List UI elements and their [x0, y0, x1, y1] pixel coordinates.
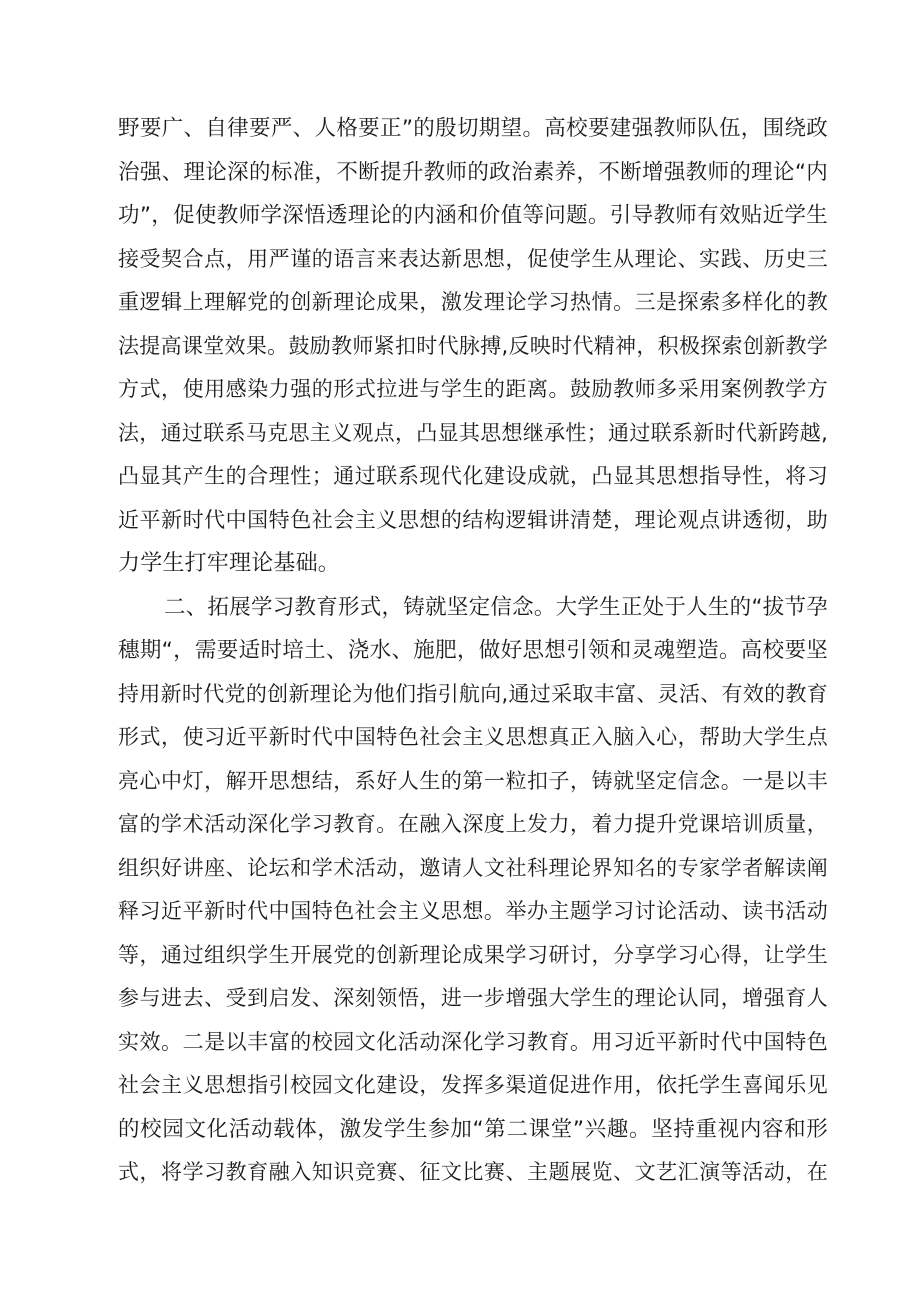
text-line: 形式，使习近平新时代中国特色社会主义思想真正入脑入心，帮助大学生点 — [118, 725, 828, 749]
body-text — [118, 107, 828, 1195]
text-line: 穗期“，需要适时培土、浇水、施肥，做好思想引领和灵魂塑造。高校要坚 — [118, 638, 828, 663]
text-line: 式，将学习教育融入知识竞赛、征文比赛、主题展览、文艺汇演等活动，在 — [118, 1160, 828, 1184]
text-line: 参与进去、受到启发、深刻领悟，进一步增强大学生的理论认同，增强育人 — [118, 986, 828, 1010]
text-line: 社会主义思想指引校园文化建设，发挥多渠道促进作用，依托学生喜闻乐见 — [118, 1073, 828, 1097]
text-line: 组织好讲座、论坛和学术活动，邀请人文社科理论界知名的专家学者解读阐 — [118, 855, 828, 880]
text-line: 重逻辑上理解党的创新理论成果，激发理论学习热情。三是探索多样化的教 — [118, 290, 828, 314]
text-line: 力学生打牢理论基础。 — [118, 551, 341, 576]
text-line: 野要广、自律要严、人格要正”的殷切期望。高校要建强教师队伍，围绕政 — [118, 116, 828, 141]
text-line: 持用新时代党的创新理论为他们指引航向,通过采取丰富、灵活、有效的教育 — [118, 681, 828, 706]
text-line: 亮心中灯，解开思想结，系好人生的第一粒扣子，铸就坚定信念。一是以丰 — [118, 768, 828, 793]
text-line: 二、拓展学习教育形式，铸就坚定信念。大学生正处于人生的“拔节孕 — [164, 594, 828, 620]
text-line: 法提高课堂效果。鼓励教师紧扣时代脉搏,反映时代精神，积极探索创新教学 — [118, 333, 828, 358]
text-line: 的校园文化活动载体，激发学生参加“第二课堂”兴趣。坚持重视内容和形 — [118, 1116, 828, 1142]
text-line: 等，通过组织学生开展党的创新理论成果学习研讨，分享学习心得，让学生 — [118, 942, 828, 967]
text-line: 近平新时代中国特色社会主义思想的结构逻辑讲清楚，理论观点讲透彻，助 — [118, 507, 828, 532]
text-line: 实效。二是以丰富的校园文化活动深化学习教育。用习近平新时代中国特色 — [118, 1029, 828, 1054]
text-line: 接受契合点，用严谨的语言来表达新思想，促使学生从理论、实践、历史三 — [118, 246, 828, 271]
text-line: 凸显其产生的合理性；通过联系现代化建设成就，凸显其思想指导性，将习 — [118, 464, 828, 488]
text-line: 方式，使用感染力强的形式拉进与学生的距离。鼓励教师多采用案例教学方 — [118, 377, 828, 401]
text-line: 治强、理论深的标准，不断提升教师的政治素养，不断增强教师的理论“内 — [118, 159, 828, 185]
text-line: 功”，促使教师学深悟透理论的内涵和价值等问题。引导教师有效贴近学生 — [118, 203, 828, 228]
text-line: 富的学术活动深化学习教育。在融入深度上发力，着力提升党课培训质量， — [118, 812, 828, 836]
text-line: 释习近平新时代中国特色社会主义思想。举办主题学习讨论活动、读书活动 — [118, 899, 828, 923]
text-line: 法，通过联系马克思主义观点，凸显其思想继承性；通过联系新时代新跨越, — [118, 420, 828, 445]
